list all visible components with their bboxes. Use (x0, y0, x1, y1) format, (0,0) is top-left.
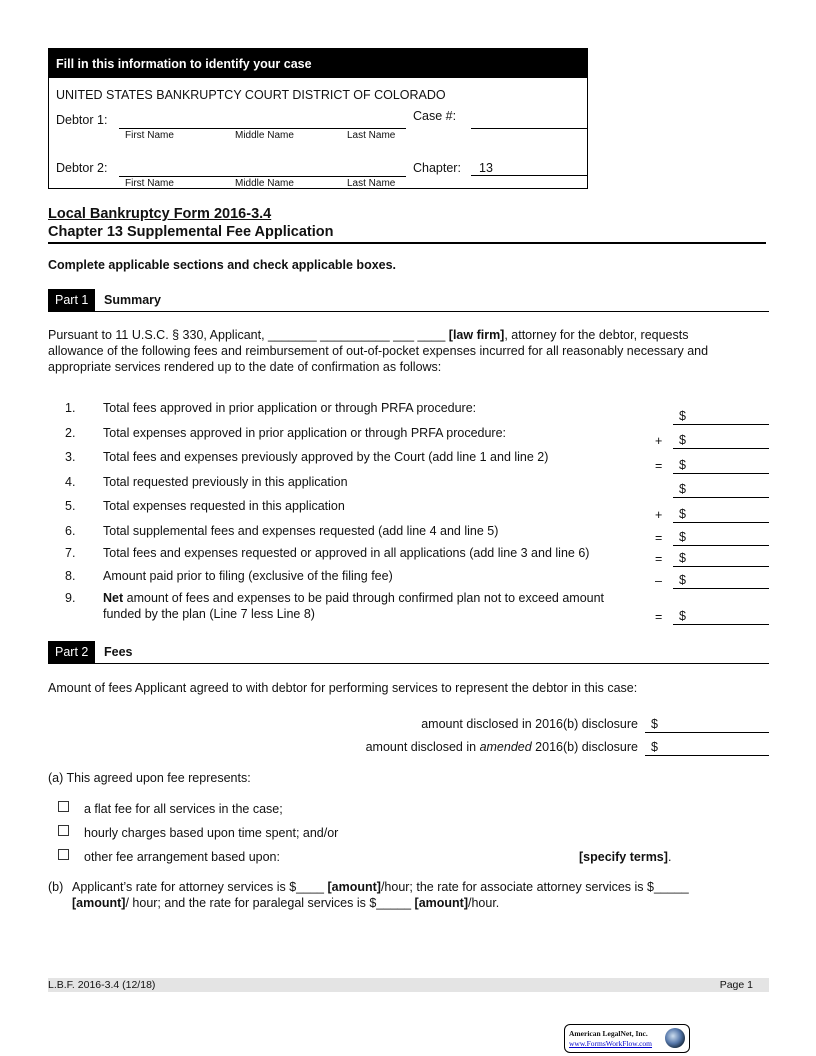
item-number: 3. (65, 450, 76, 464)
item-text: Amount paid prior to filing (exclusive of the filing fee) (103, 569, 393, 583)
debtor1-field[interactable] (119, 113, 406, 129)
instruction: Complete applicable sections and check applicable boxes. (48, 258, 397, 272)
item-number: 4. (65, 475, 76, 489)
item-amount-field[interactable]: $ (673, 482, 769, 498)
amended-disclosure-label: amount disclosed in amended 2016(b) disclosure (365, 740, 638, 754)
item-text-line2: funded by the plan (Line 7 less Line 8) (103, 607, 315, 621)
last-name-label: Last Name (347, 130, 396, 141)
hourly-label: hourly charges based upon time spent; and/or (84, 826, 339, 840)
item-operator: = (655, 552, 663, 566)
item-amount-field[interactable]: $ (673, 609, 769, 625)
middle-name-label: Middle Name (235, 130, 294, 141)
item-text: Total fees approved in prior application or through PRFA procedure: (103, 401, 477, 415)
item-number: 7. (65, 546, 76, 560)
rates-line2: [amount]/ hour; and the rate for paralegal services is $_____ [amount]/hour. (72, 896, 500, 910)
flat-fee-label: a flat fee for all services in the case; (84, 802, 283, 816)
rates-line1: Applicant’s rate for attorney services is $____ [amount]/hour; the rate for associate attorney services is $_____ (72, 880, 689, 894)
disclosure-amount-field[interactable]: $ (645, 717, 769, 733)
last-name-label: Last Name (347, 178, 396, 189)
item-text: Total fees and expenses requested or approved in all applications (add line 3 and line 6) (103, 546, 590, 560)
item-text: Total supplemental fees and expenses requested (add line 4 and line 5) (103, 524, 499, 538)
part2-header (48, 641, 769, 664)
part1-header (48, 289, 769, 312)
case-number-field[interactable] (471, 113, 588, 129)
item-number: 1. (65, 401, 76, 415)
part2-name: Fees (104, 645, 133, 659)
form-code: L.B.F. 2016-3.4 (12/18) (48, 979, 156, 991)
part1-label: Part 1 (48, 289, 95, 311)
item-amount-field[interactable]: $ (673, 551, 769, 567)
item-operator: = (655, 610, 663, 624)
chapter-label: Chapter: (413, 161, 461, 175)
other-arrangement-label: other fee arrangement based upon: (84, 850, 280, 864)
part2-intro: Amount of fees Applicant agreed to with debtor for performing services to represent the debtor in this case: (48, 681, 638, 695)
case-info-header: Fill in this information to identify your case (49, 49, 587, 78)
item-operator: – (655, 574, 662, 588)
title-rule (48, 242, 766, 244)
disclosure-label: amount disclosed in 2016(b) disclosure (421, 717, 638, 731)
item-number: 9. (65, 591, 76, 605)
debtor1-label: Debtor 1: (56, 113, 108, 127)
item-operator: + (655, 508, 663, 522)
hourly-checkbox[interactable] (58, 825, 69, 836)
first-name-label: First Name (125, 130, 174, 141)
part1-paragraph: Pursuant to 11 U.S.C. § 330, Applicant, _______ __________ ___ ____ [law firm], attorney for the debtor, requests (48, 328, 689, 342)
case-number-label: Case #: (413, 109, 457, 123)
item-amount-field[interactable]: $ (673, 573, 769, 589)
item-text: Total expenses requested in this application (103, 499, 345, 513)
amended-disclosure-amount-field[interactable]: $ (645, 740, 769, 756)
fee-type-heading: (a) This agreed upon fee represents: (48, 771, 251, 785)
form-title: Chapter 13 Supplemental Fee Application (48, 224, 334, 240)
item-operator: = (655, 459, 663, 473)
item-text: Total fees and expenses previously approved by the Court (add line 1 and line 2) (103, 450, 549, 464)
court-name: UNITED STATES BANKRUPTCY COURT DISTRICT OF COLORADO (56, 88, 446, 102)
flat-fee-checkbox[interactable] (58, 801, 69, 812)
item-amount-field[interactable]: $ (673, 507, 769, 523)
debtor2-field[interactable] (119, 161, 406, 177)
chapter-field[interactable]: 13 (471, 161, 588, 176)
footer (48, 978, 769, 992)
case-info-box (48, 48, 588, 189)
item-text: Total expenses approved in prior application or through PRFA procedure: (103, 426, 507, 440)
item-text: Total requested previously in this application (103, 475, 348, 489)
item-number: 5. (65, 499, 76, 513)
middle-name-label: Middle Name (235, 178, 294, 189)
item-operator: = (655, 531, 663, 545)
item-amount-field[interactable]: $ (673, 433, 769, 449)
specify-terms: [specify terms]. (579, 850, 672, 864)
part1-paragraph-line3: appropriate services rendered up to the date of confirmation as follows: (48, 360, 442, 374)
page-number: Page 1 (719, 979, 753, 991)
logo-url[interactable]: www.FormsWorkFlow.com (569, 1039, 653, 1048)
rates-label: (b) (48, 880, 64, 894)
first-name-label: First Name (125, 178, 174, 189)
item-text: Net amount of fees and expenses to be paid through confirmed plan not to exceed amount (103, 591, 605, 605)
item-amount-field[interactable]: $ (673, 530, 769, 546)
logo-name: American LegalNet, Inc. (569, 1029, 648, 1038)
globe-icon (665, 1028, 685, 1048)
americanlegalnet-logo[interactable] (564, 1024, 690, 1053)
part1-name: Summary (104, 293, 161, 307)
part2-label: Part 2 (48, 641, 95, 663)
item-number: 2. (65, 426, 76, 440)
part1-paragraph-line2: allowance of the following fees and reimbursement of out-of-pocket expenses incurred for all reasonably necessary and (48, 344, 709, 358)
item-amount-field[interactable]: $ (673, 409, 769, 425)
debtor2-label: Debtor 2: (56, 161, 108, 175)
form-number-title: Local Bankruptcy Form 2016-3.4 (48, 206, 272, 222)
item-number: 6. (65, 524, 76, 538)
item-number: 8. (65, 569, 76, 583)
other-arrangement-checkbox[interactable] (58, 849, 69, 860)
item-operator: + (655, 434, 663, 448)
item-amount-field[interactable]: $ (673, 458, 769, 474)
